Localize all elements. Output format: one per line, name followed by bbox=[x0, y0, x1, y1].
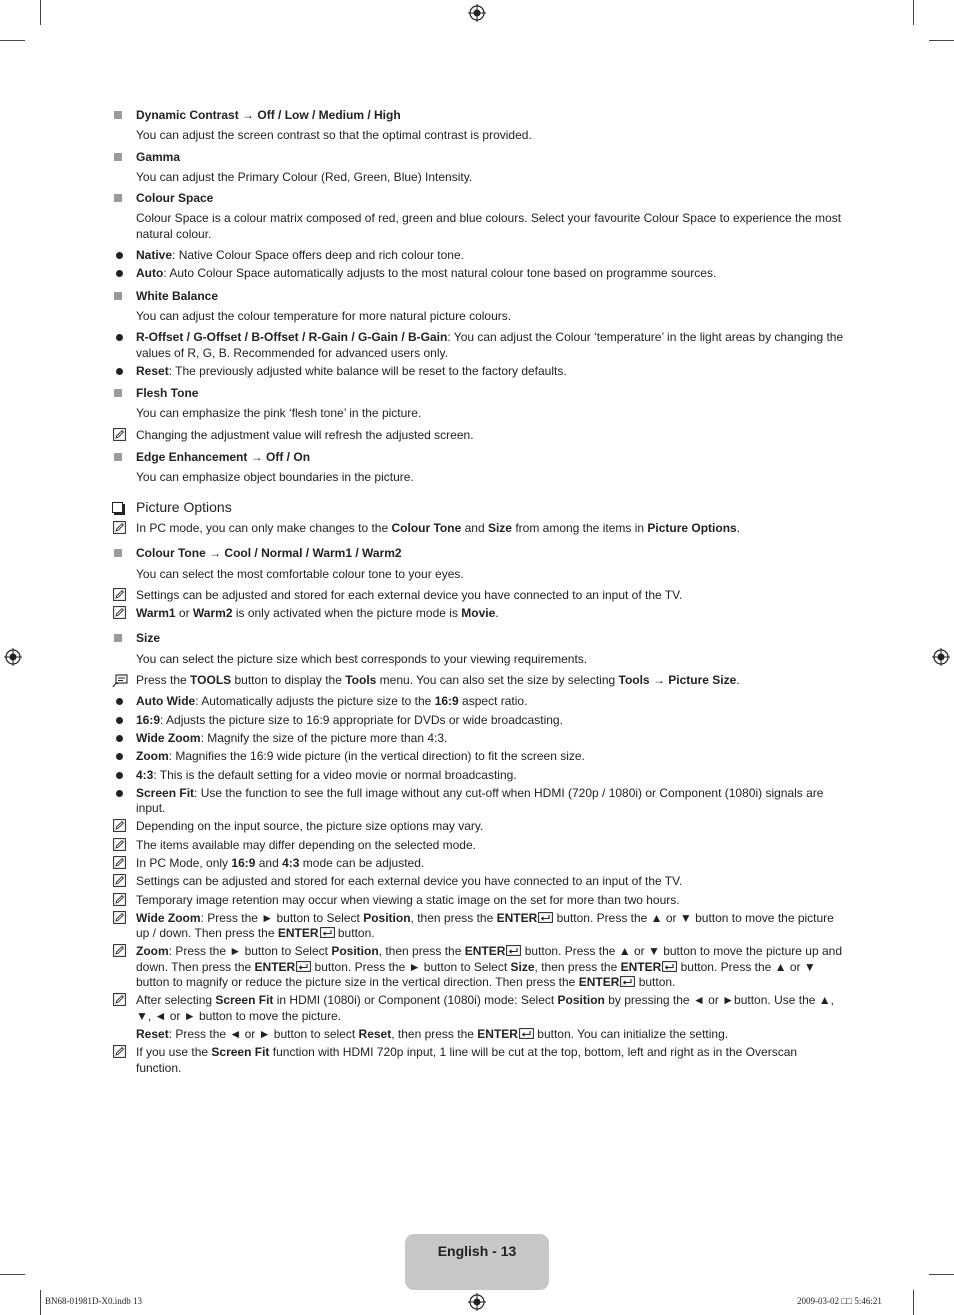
bold-term: 16:9 bbox=[231, 855, 256, 870]
note-pencil-icon bbox=[113, 893, 126, 906]
note-pencil-icon bbox=[113, 838, 126, 851]
section-text: You can adjust the screen contrast so that the optimal contrast is provided. bbox=[136, 128, 532, 143]
note-pencil-icon bbox=[113, 911, 126, 924]
filled-square-icon bbox=[114, 634, 122, 642]
bold-term: Reset bbox=[136, 363, 169, 378]
section-heading: White Balance bbox=[136, 288, 219, 303]
section-heading: Size bbox=[136, 631, 161, 646]
size-details bbox=[112, 673, 844, 1076]
text-run: : This is the default setting for a video movie or normal broadcasting. bbox=[153, 767, 517, 782]
enter-key-icon bbox=[506, 945, 521, 956]
picture-settings-list bbox=[112, 108, 844, 486]
section-text: You can emphasize the pink ‘flesh tone’ in the picture. bbox=[136, 406, 422, 421]
bold-term: Tools → Picture Size bbox=[618, 673, 737, 688]
text-run: . bbox=[736, 520, 741, 535]
text-run: : Press the ► button to Select bbox=[168, 944, 332, 959]
bold-term: Wide Zoom bbox=[136, 730, 201, 745]
bold-term: Zoom bbox=[136, 749, 169, 764]
round-bullet-icon bbox=[116, 698, 123, 705]
text-run: Settings can be adjusted and stored for each external device you have connected to an input of the TV. bbox=[136, 587, 683, 602]
filled-square-icon bbox=[114, 389, 122, 397]
text-run: : Magnifies the 16:9 wide picture (in the vertical direction) to fit the screen size. bbox=[168, 749, 585, 764]
bold-term: Screen Fit bbox=[136, 785, 195, 800]
text-run: and bbox=[461, 520, 488, 535]
text-run: from among the items in bbox=[511, 520, 648, 535]
round-bullet-icon bbox=[116, 334, 123, 341]
text-run: button. Press the ► button to Select bbox=[311, 959, 511, 974]
text-run: : Press the ► button to Select bbox=[200, 910, 364, 925]
note-item bbox=[112, 428, 844, 443]
text-run: menu. You can also set the size by selecting bbox=[376, 673, 619, 688]
bold-term: ENTER bbox=[477, 1026, 518, 1041]
bold-term: Reset bbox=[136, 1026, 169, 1041]
text-run: , then press the bbox=[378, 944, 465, 959]
size-section bbox=[112, 631, 844, 667]
bullet-item bbox=[112, 330, 844, 361]
text-run: button. You can initialize the setting. bbox=[533, 1026, 729, 1041]
text-run: After selecting bbox=[136, 993, 216, 1008]
bold-term: Auto Wide bbox=[136, 694, 196, 709]
registration-mark-icon bbox=[932, 648, 950, 666]
enter-key-icon bbox=[320, 927, 335, 938]
bold-term: ENTER bbox=[464, 944, 506, 959]
bullet-item bbox=[112, 248, 844, 263]
bullet-item bbox=[112, 364, 844, 379]
bullet-item bbox=[112, 713, 844, 728]
tools-remote-icon bbox=[112, 674, 128, 688]
bold-term: Colour Tone bbox=[391, 520, 462, 535]
text-run: In PC Mode, only bbox=[136, 855, 232, 870]
bold-term: 4:3 bbox=[136, 767, 154, 782]
text-run: button. Press the ▲ or ▼ button to move the picture up and down. Then press the bbox=[136, 944, 842, 974]
bold-term: Screen Fit bbox=[211, 1045, 270, 1060]
section-heading: Flesh Tone bbox=[136, 386, 199, 401]
bold-term: ENTER bbox=[254, 959, 296, 974]
round-bullet-icon bbox=[116, 717, 123, 724]
text-run: : Use the function to see the full image without any cut-off when HDMI (720p / 1080i) or Component (1080i) signals are input. bbox=[136, 785, 824, 816]
note-pencil-icon bbox=[113, 1045, 126, 1058]
text-run: button. bbox=[635, 975, 676, 990]
note-pencil-icon bbox=[113, 819, 126, 832]
enter-key-icon bbox=[519, 1028, 534, 1039]
crop-mark bbox=[40, 0, 41, 25]
round-bullet-icon bbox=[116, 270, 123, 277]
section-text: You can adjust the colour temperature for more natural picture colours. bbox=[136, 308, 512, 323]
text-run: In PC mode, you can only make changes to the bbox=[136, 520, 392, 535]
bold-term: Movie bbox=[461, 606, 496, 621]
text-run: mode can be adjusted. bbox=[299, 855, 425, 870]
round-bullet-icon bbox=[116, 368, 123, 375]
picture-options-notes bbox=[112, 521, 844, 546]
text-run: button. bbox=[334, 926, 375, 941]
colour-tone-notes bbox=[112, 588, 844, 632]
filled-square-icon bbox=[114, 153, 122, 161]
text-run: : Adjusts the picture size to 16:9 appropriate for DVDs or wide broadcasting. bbox=[160, 712, 563, 727]
bold-term: 16:9 bbox=[136, 712, 161, 727]
bold-term: Wide Zoom bbox=[136, 910, 201, 925]
text-run: in HDMI (1080i) or Component (1080i) mode: Select bbox=[273, 993, 558, 1008]
text-run: or bbox=[175, 606, 193, 621]
filled-square-icon bbox=[114, 453, 122, 461]
bold-term: ENTER bbox=[620, 959, 662, 974]
bold-term: Native bbox=[136, 248, 173, 263]
text-run: : Automatically adjusts the picture size to the bbox=[195, 694, 435, 709]
picture-options-section bbox=[112, 500, 844, 515]
note-pencil-icon bbox=[113, 944, 126, 957]
bold-term: ENTER bbox=[277, 926, 319, 941]
section-text: Colour Space is a colour matrix composed of red, green and blue colours. Select your favourite Colour Space to experience the most natural colour. bbox=[136, 211, 842, 241]
section-text: You can select the picture size which best corresponds to your viewing requirements. bbox=[136, 651, 588, 666]
crop-mark bbox=[913, 1290, 914, 1315]
note-pencil-icon bbox=[113, 856, 126, 869]
text-run: Settings can be adjusted and stored for each external device you have connected to an input of the TV. bbox=[136, 874, 683, 889]
reset-line bbox=[112, 1027, 844, 1042]
page-number-tab bbox=[405, 1234, 549, 1290]
text-run: and bbox=[255, 855, 283, 870]
crop-mark bbox=[913, 0, 914, 25]
text-run: is only activated when the picture mode is bbox=[232, 606, 462, 621]
bold-term: TOOLS bbox=[190, 673, 232, 688]
section-text: You can select the most comfortable colour tone to your eyes. bbox=[136, 566, 464, 581]
text-run: : Native Colour Space offers deep and rich colour tone. bbox=[172, 248, 464, 263]
crop-mark bbox=[0, 40, 25, 41]
text-run: , then press the bbox=[391, 1026, 478, 1041]
bold-term: Auto bbox=[136, 266, 164, 281]
note-item bbox=[112, 606, 844, 621]
bold-term: Zoom bbox=[136, 944, 169, 959]
round-bullet-icon bbox=[116, 735, 123, 742]
text-run: , then press the bbox=[410, 910, 497, 925]
text-run: function with HDMI 720p input, 1 line will be cut at the top, bottom, left and right as in the Overscan function. bbox=[136, 1045, 798, 1075]
bold-term: Position bbox=[331, 944, 379, 959]
text-run: by pressing the ◄ or ►button. Use the ▲, ▼, ◄ or ► button to move the picture. bbox=[136, 993, 834, 1023]
round-bullet-icon bbox=[116, 753, 123, 760]
text-run: Temporary image retention may occur when viewing a static image on the set for more than two hours. bbox=[136, 892, 680, 907]
bold-term: ENTER bbox=[578, 975, 620, 990]
bold-term: Reset bbox=[358, 1026, 392, 1041]
text-run: . bbox=[495, 606, 499, 621]
round-bullet-icon bbox=[116, 252, 123, 259]
text-run: Depending on the input source, the picture size options may vary. bbox=[136, 819, 484, 834]
section-heading: Gamma bbox=[136, 149, 181, 164]
bold-term: Position bbox=[363, 910, 411, 925]
crop-mark bbox=[929, 1274, 954, 1275]
text-run: If you use the bbox=[136, 1045, 212, 1060]
text-run: button. Press the ▲ or ▼ button to magnify or reduce the picture size in the vertical direction. Then press the bbox=[136, 959, 816, 990]
text-run: . bbox=[736, 673, 740, 688]
checkbox-icon bbox=[112, 502, 123, 513]
bold-term: Screen Fit bbox=[215, 993, 274, 1008]
enter-key-icon bbox=[662, 961, 677, 972]
text-run: button to display the bbox=[231, 673, 346, 688]
text-run: : The previously adjusted white balance will be reset to the factory defaults. bbox=[168, 363, 567, 378]
bold-term: 16:9 bbox=[434, 694, 459, 709]
bullet-item bbox=[112, 786, 844, 817]
bold-term: 4:3 bbox=[282, 855, 300, 870]
setting-section bbox=[112, 289, 844, 325]
filled-square-icon bbox=[114, 292, 122, 300]
colour-tone-section bbox=[112, 546, 844, 582]
print-slug-right: 2009-03-02 □□ 5:46:21 bbox=[797, 1296, 882, 1306]
note-pencil-icon bbox=[113, 993, 126, 1006]
bold-term: Size bbox=[510, 959, 535, 974]
enter-key-icon bbox=[538, 912, 553, 923]
bold-term: Size bbox=[487, 520, 512, 535]
text-run: : You can adjust the Colour ‘temperature’ in the light areas by changing the values of R, G, B. Recommended for advanced users only. bbox=[136, 330, 844, 360]
picture-options-title: Picture Options bbox=[136, 498, 232, 515]
registration-mark-icon bbox=[468, 1293, 486, 1311]
bold-term: ENTER bbox=[496, 910, 538, 925]
enter-key-icon bbox=[296, 961, 311, 972]
bold-term: R-Offset / G-Offset / B-Offset / R-Gain / G-Gain / B-Gain bbox=[136, 330, 448, 345]
bold-term: Warm1 bbox=[136, 606, 176, 621]
note-pencil-icon bbox=[113, 521, 126, 534]
filled-square-icon bbox=[114, 549, 122, 557]
text-run: : Press the ◄ or ► button to select bbox=[168, 1026, 359, 1041]
section-heading: Colour Tone → Cool / Normal / Warm1 / Warm2 bbox=[136, 546, 402, 561]
registration-mark-icon bbox=[468, 4, 486, 22]
crop-mark bbox=[0, 1274, 25, 1275]
note-item bbox=[112, 521, 844, 536]
note-item bbox=[112, 911, 844, 942]
section-heading: Colour Space bbox=[136, 191, 214, 206]
bold-term: Tools bbox=[345, 673, 377, 688]
note-item bbox=[112, 588, 844, 603]
note-pencil-icon bbox=[113, 428, 126, 441]
note-item bbox=[112, 838, 844, 853]
registration-mark-icon bbox=[4, 648, 22, 666]
text-run: button. Press the ▲ or ▼ button to move the picture up / down. Then press the bbox=[136, 910, 834, 941]
note-pencil-icon bbox=[113, 874, 126, 887]
page-label: English - 13 bbox=[437, 1243, 517, 1259]
bullet-item bbox=[112, 768, 844, 783]
enter-key-icon bbox=[620, 976, 635, 987]
note-item bbox=[112, 856, 844, 871]
setting-section bbox=[112, 386, 844, 422]
note-item bbox=[112, 874, 844, 889]
filled-square-icon bbox=[114, 194, 122, 202]
note-pencil-icon bbox=[113, 588, 126, 601]
filled-square-icon bbox=[114, 111, 122, 119]
note-item bbox=[112, 893, 844, 908]
section-text: You can adjust the Primary Colour (Red, Green, Blue) Intensity. bbox=[136, 169, 473, 184]
setting-section bbox=[112, 108, 844, 144]
text-run: Press the bbox=[136, 673, 191, 688]
section-heading: Dynamic Contrast → Off / Low / Medium / High bbox=[136, 108, 401, 122]
round-bullet-icon bbox=[116, 790, 123, 797]
bold-term: Picture Options bbox=[647, 520, 737, 535]
text-run: The items available may differ depending on the selected mode. bbox=[136, 837, 476, 852]
manual-content bbox=[112, 108, 844, 1079]
note-item bbox=[112, 993, 844, 1024]
note-item bbox=[112, 944, 844, 990]
text-run: , then press the bbox=[534, 959, 621, 974]
bold-term: Warm2 bbox=[192, 606, 233, 621]
bullet-item bbox=[112, 749, 844, 764]
note-item bbox=[112, 819, 844, 834]
setting-section bbox=[112, 150, 844, 186]
bullet-item bbox=[112, 731, 844, 746]
text-run: aspect ratio. bbox=[458, 694, 528, 709]
note-item bbox=[112, 1045, 844, 1076]
round-bullet-icon bbox=[116, 772, 123, 779]
note-pencil-icon bbox=[113, 606, 126, 619]
tools-note bbox=[112, 673, 844, 688]
section-text: You can emphasize object boundaries in the picture. bbox=[136, 470, 414, 485]
setting-section bbox=[112, 191, 844, 242]
crop-mark bbox=[929, 40, 954, 41]
bold-term: Position bbox=[557, 993, 605, 1008]
crop-mark bbox=[40, 1290, 41, 1315]
section-heading: Edge Enhancement → Off / On bbox=[136, 450, 311, 465]
setting-section bbox=[112, 450, 844, 486]
text-run: Changing the adjustment value will refresh the adjusted screen. bbox=[136, 427, 474, 442]
print-slug-left: BN68-01981D-X0.indb 13 bbox=[45, 1296, 142, 1306]
text-run: : Magnify the size of the picture more than 4:3. bbox=[200, 730, 448, 745]
text-run: : Auto Colour Space automatically adjusts to the most natural colour tone based on programme sources. bbox=[163, 266, 717, 281]
bullet-item bbox=[112, 694, 844, 709]
bullet-item bbox=[112, 266, 844, 281]
